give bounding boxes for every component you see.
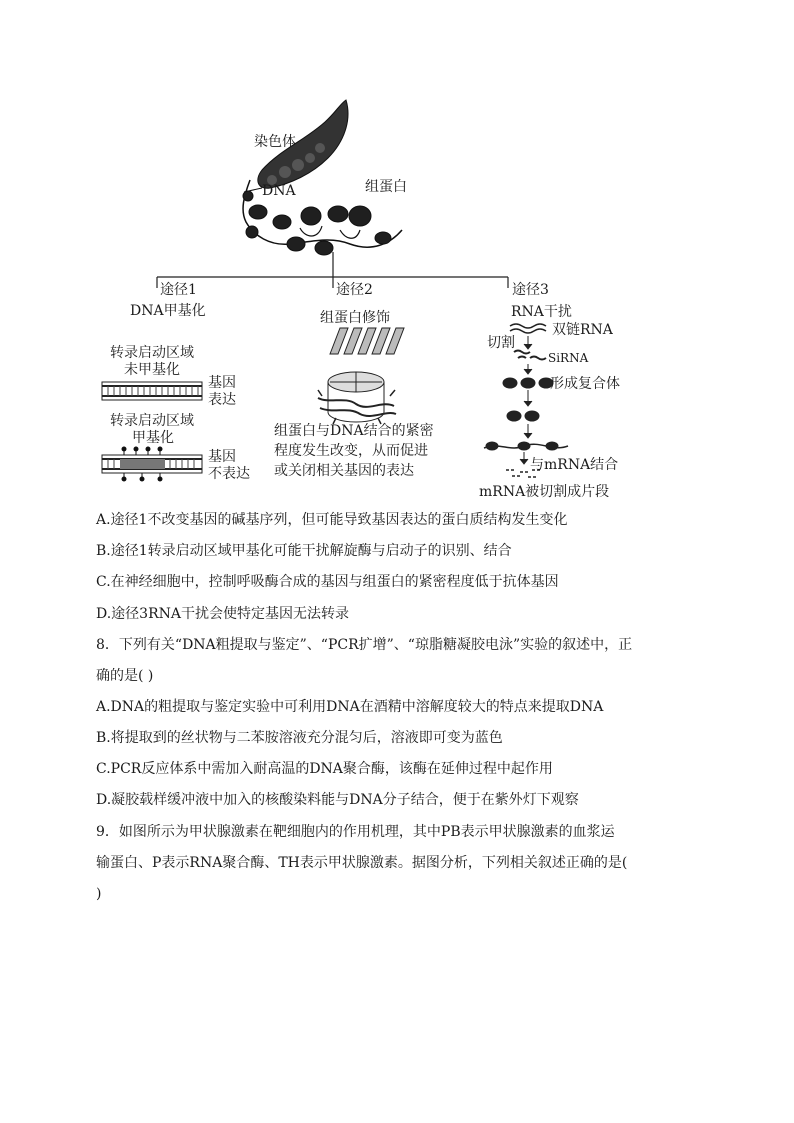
q7-option-d: D.途径3RNA干扰会使特定基因无法转录 [96,606,349,622]
path3-complex-label: 形成复合体 [550,376,620,392]
path3-dsrna-label: 双链RNA [552,322,613,338]
dna-label: DNA [262,183,296,199]
path2-title: 途径2 [336,282,373,298]
path3-sirna-label: SiRNA [548,351,589,365]
path3-bind-label: 与mRNA结合 [530,457,619,473]
q8-option-a: A.DNA的粗提取与鉴定实验中可利用DNA在酒精中溶解度较大的特点来提取DNA [96,699,604,715]
path3-fragment-label: mRNA被切割成片段 [479,484,610,500]
histone-tails-icon [330,328,404,354]
chromosome-label: 染色体 [254,134,296,150]
q9-stem-line3: ) [96,886,102,902]
methylated-dna-strip [102,447,202,482]
path3-title: 途径3 [512,282,549,298]
path1-not-expressed-line1: 基因 [208,449,236,465]
dsrna-icon [510,324,546,328]
path2-desc-line2: 程度发生改变，从而促进 [274,443,428,459]
q8-stem-line1: 8．下列有关“DNA粗提取与鉴定”、“PCR扩增”、“琼脂糖凝胶电泳”实验的叙述中，正 [96,637,633,653]
path3-cut-label: 切割 [487,335,515,351]
path2-subtitle: 组蛋白修饰 [320,310,390,326]
path2-desc-line3: 或关闭相关基因的表达 [274,463,414,479]
path1-unmethylated-line2: 未甲基化 [124,362,180,378]
path1-not-expressed-line2: 不表达 [208,466,250,482]
histone-label: 组蛋白 [365,179,407,195]
q7-option-a: A.途径1不改变基因的碱基序列，但可能导致基因表达的蛋白质结构发生变化 [96,512,568,528]
unmethylated-dna-strip [102,382,202,400]
q8-option-b: B.将提取到的丝状物与二苯胺溶液充分混匀后，溶液即可变为蓝色 [96,730,503,746]
path2-desc-line1: 组蛋白与DNA结合的紧密 [274,423,434,439]
q8-option-c: C.PCR反应体系中需加入耐高温的DNA聚合酶，该酶在延伸过程中起作用 [96,761,553,777]
path3-subtitle: RNA干扰 [511,304,572,320]
path1-methylated-line2: 甲基化 [132,430,174,446]
path1-expressed-line2: 表达 [208,392,236,408]
nucleosome-icon [318,372,396,424]
q7-option-c: C.在神经细胞中，控制呼吸酶合成的基因与组蛋白的紧密程度低于抗体基因 [96,574,559,590]
q9-stem-line2: 输蛋白、P表示RNA聚合酶、TH表示甲状腺激素。据图分析，下列相关叙述正确的是( [96,855,628,871]
gene-regulation-figure [0,0,794,505]
q7-option-b: B.途径1转录启动区域甲基化可能干扰解旋酶与启动子的识别、结合 [96,543,512,559]
path1-methylated-line1: 转录启动区域 [110,413,194,429]
q9-stem-line1: 9．如图所示为甲状腺激素在靶细胞内的作用机理，其中PB表示甲状腺激素的血浆运 [96,824,615,840]
path1-subtitle: DNA甲基化 [130,303,206,319]
branch-lines [157,252,508,288]
path1-title: 途径1 [160,282,197,298]
path1-unmethylated-line1: 转录启动区域 [110,345,194,361]
q8-option-d: D.凝胶载样缓冲液中加入的核酸染料能与DNA分子结合，便于在紫外灯下观察 [96,792,579,808]
path1-expressed-line1: 基因 [208,375,236,391]
q8-stem-line2: 确的是( ) [96,668,154,684]
